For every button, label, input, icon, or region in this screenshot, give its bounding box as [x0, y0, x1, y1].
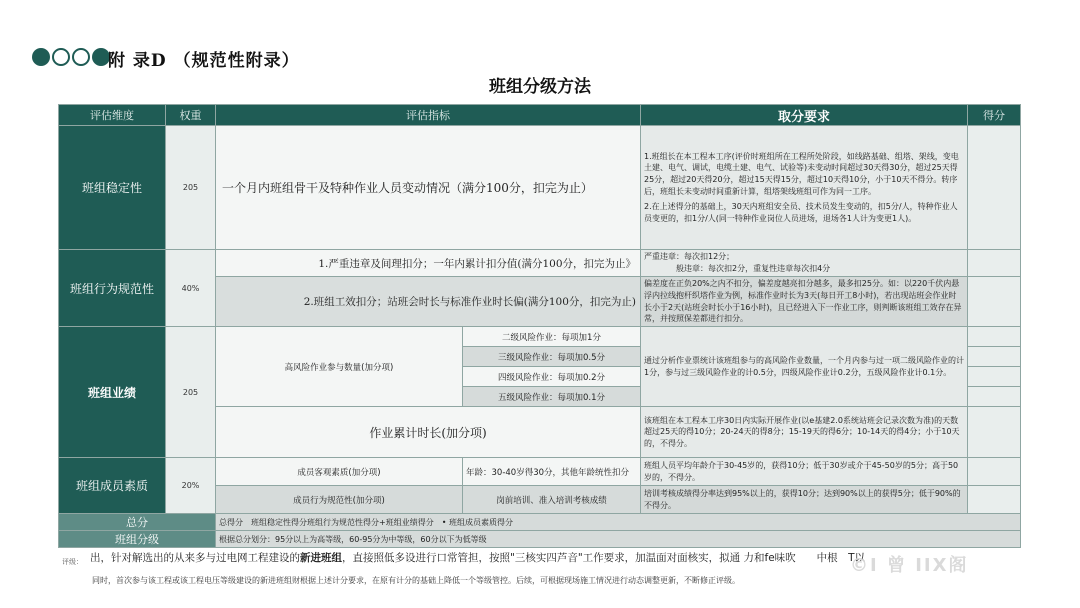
note-line-2: 同时，首次参与该工程或该工程电压等级建设的新进班组财根据上述计分要求，在原有计分的基础上降低一个等级管控。后续，可根据现场施工情况进行动态调整更新，不断修正评级。	[92, 576, 740, 585]
hollow-dot-icon	[72, 48, 90, 66]
risk-item: 三级风险作业：每项加0.5分	[463, 347, 641, 367]
requirement-age: 班组人员平均年龄介于30-45岁的，获得10分；低于30岁或介于45-50岁的5分；高于50岁的，不得分。	[641, 458, 968, 486]
hollow-dot-icon	[52, 48, 70, 66]
section-dots	[32, 48, 110, 66]
requirement-training: 培训考核成绩得分率达到95%以上的，获得10分；达到90%以上的获得5分；低于90%的不得分。	[641, 486, 968, 514]
requirement-violation: 严重违章：每次扣12分； 般违章：每次扣2分，重复性违章每次扣4分	[641, 250, 968, 277]
total-label: 总分	[59, 514, 216, 531]
requirement-work-time: 该班组在本工程本工序30日内实际开展作业(以e基建2.0系统站班会记录次数为准)的天数超过25天的得10分；20-24天的得8分；15-19天的得6分；10-14天的得4分；小于10天的，不得分。	[641, 407, 968, 458]
col-requirement: 取分要求	[641, 105, 968, 126]
table-row	[59, 250, 1021, 277]
indicator-age: 年龄：30-40岁得30分，其他年龄统性扣分	[463, 458, 641, 486]
col-score: 得分	[968, 105, 1021, 126]
grade-row	[59, 531, 1021, 548]
score-cell	[968, 277, 1021, 327]
indicator-high-risk: 高风险作业参与数量(加分项)	[216, 327, 463, 407]
total-formula: 总得分 班组稳定性得分班组行为规范性得分+班组业绩得分 • 班组成员素质得分	[216, 514, 1021, 531]
grading-table	[58, 104, 1021, 548]
weight-stability: 205	[166, 126, 216, 250]
total-row	[59, 514, 1021, 531]
score-cell	[968, 486, 1021, 514]
grade-label: 班组分级	[59, 531, 216, 548]
dimension-behavior: 班组行为规范性	[59, 250, 166, 327]
dimension-quality: 班组成员素质	[59, 458, 166, 514]
watermark: ©I 曾 IIX阁	[850, 555, 969, 576]
appendix-title: 附 录D （规范性附录）	[108, 51, 300, 71]
indicator-work-time: 作业累计时长(加分项)	[216, 407, 641, 458]
col-weight: 权重	[166, 105, 216, 126]
weight-quality: 20%	[166, 458, 216, 514]
col-dimension: 评估维度	[59, 105, 166, 126]
note-tag: 评级：	[62, 558, 83, 566]
table-row	[59, 126, 1021, 250]
score-cell	[968, 458, 1021, 486]
dimension-performance: 班组业绩	[59, 327, 166, 458]
filled-dot-icon	[32, 48, 50, 66]
indicator-violation: 1.严重违章及间理扣分；一年内累计扣分值(满分100分，扣完为止》	[216, 250, 641, 277]
table-header-row	[59, 105, 1021, 126]
note-line-1: 出，针对解选出的从来多与过电网工程建设的新进班组，直接照低多设进行口常管担，按照"三核实四芦音"工作要求，加温面对面核实，拟通 力和fe味吹 中根 T以	[90, 552, 866, 564]
weight-behavior: 40%	[166, 250, 216, 327]
score-cell	[968, 126, 1021, 250]
requirement-efficiency: 偏差度在正负20%之内不扣分，偏差度越亮扣分越多，最多扣25分。如：以220千伏内悬浮内拉线抱杆织塔作业为例，标准作业时长为3天(每日开工8小时)，若出现站班会作业时长小于2天(站班会时长小于16小时)，且已经进入下一作业工序，则判断该班组工效存在异常，并按照保差都进行扣分。	[641, 277, 968, 327]
score-cell	[968, 387, 1021, 407]
indicator-training: 岗前培训、准入培训考核成绩	[463, 486, 641, 514]
indicator-objective-quality: 成员客观素质(加分项)	[216, 458, 463, 486]
table-row	[59, 458, 1021, 486]
requirement-stability: 1.班组长在本工程本工序(评价时班组所在工程所处阶段，如线路基础、组塔、架线，变电土建、电气、调试，电缆土建、电气、试验等)未变动时间超过30天得30分，超过25天得25分，超过20天得20分，超过15天得15分，超过10天得10分，小于10天不得分。转序后，班组长未变动时间重新计算，组塔架线班组可作为同一工序。 2.在上述得分的基础上，30天内班组安全员、技术员发生变动的，扣5分/人，特种作业人员变更的，扣1分/人(同一特种作业岗位人员进场，退场各1人计为变更1人)。	[641, 126, 968, 250]
score-cell	[968, 347, 1021, 367]
weight-performance: 205	[166, 327, 216, 458]
indicator-member-behavior: 成员行为规范性(加分项)	[216, 486, 463, 514]
requirement-high-risk: 通过分析作业票统计该班组参与的高风险作业数量，一个月内参与过一项二级风险作业的计1分，参与过三级风险作业的计0.5分，四级风险作业计0.2分，五级风险作业计0.1分。	[641, 327, 968, 407]
dimension-stability: 班组稳定性	[59, 126, 166, 250]
score-cell	[968, 367, 1021, 387]
table-row	[59, 327, 1021, 347]
new-team-emphasis: 新进班组	[300, 552, 342, 564]
score-cell	[968, 250, 1021, 277]
grade-rule: 根据总分划分：95分以上为高等级，60-95分为中等级，60分以下为低等级	[216, 531, 1021, 548]
risk-item: 四级风险作业：每项加0.2分	[463, 367, 641, 387]
document-title: 班组分级方法	[489, 77, 591, 97]
score-cell	[968, 407, 1021, 458]
score-cell	[968, 327, 1021, 347]
risk-item: 二级风险作业：每项加1分	[463, 327, 641, 347]
col-indicator: 评估指标	[216, 105, 641, 126]
risk-item: 五级风险作业：每项加0.1分	[463, 387, 641, 407]
indicator-stability: 一个月内班组骨干及特种作业人员变动情况（满分100分，扣完为止）	[216, 126, 641, 250]
indicator-efficiency: 2.班组工效扣分；站班会时长与标准作业时长偏(满分100分，扣完为止)	[216, 277, 641, 327]
